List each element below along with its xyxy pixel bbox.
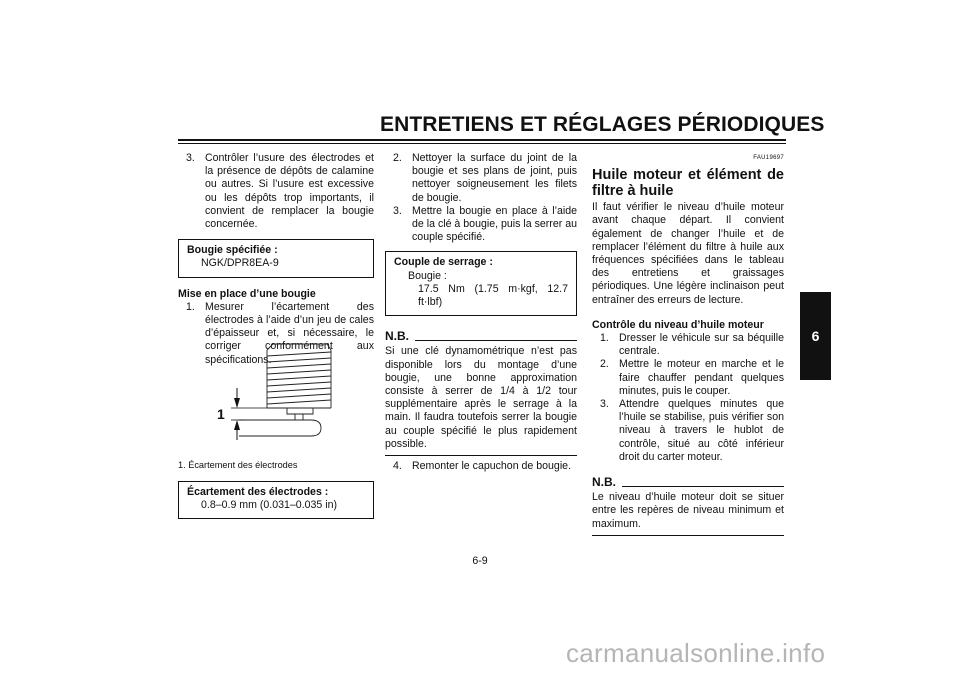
item-number: 3. [186,152,195,164]
spec-box-value: NGK/DPR8EA-9 [201,257,279,270]
spec-box-subtitle: Bougie : [408,269,447,282]
spec-box-torque [385,251,577,316]
spark-plug-figure [205,336,355,446]
spec-box-title: Écartement des électrodes : [187,486,329,498]
spec-box-title: Bougie spécifiée : [187,244,278,257]
watermark: carmanualsonline.info [566,638,826,668]
intro-paragraph: Il faut vérifier le niveau d’huile moteur avant chaque départ. Il convient également de changer l’huile et de remplacer l’élément du filtre à huile aux fréquences spécifiées dans le tableau des entretiens et graissages périodiques. Une légère inclinaison peut entraîner des erreurs de lecture. [592,201,784,306]
item-text: Contrôler l’usure des électrodes et la présence de dépôts de calamine ou autres. Si l’usure est excessive ou les dépôts trop importants, il convient de remplacer la bougie concernée. [205,152,374,231]
item-text: Attendre quelques minutes que l’huile se stabilise, puis vérifier son niveau à travers le hublot de contrôle, situé au côté inférieur droit du carter moteur. [619,398,784,463]
list-item [592,398,784,464]
item-number: 1. [186,300,195,313]
note-label: N.B. [385,329,409,344]
spec-box-electrode-gap [178,481,374,519]
subsection-heading: Contrôle du niveau d’huile moteur [592,318,764,331]
note-rule [622,486,784,487]
chapter-tab: 6 [800,292,831,380]
note-rule [415,340,577,341]
item-number: 3. [600,398,609,411]
list-item [385,460,577,473]
note-header [385,330,577,343]
note-end-rule [592,535,784,536]
column-1 [178,152,374,367]
list-item [385,205,577,245]
item-number: 3. [393,204,402,217]
note-label: N.B. [592,475,616,490]
column-3 [592,152,784,536]
item-text: Mettre le moteur en marche et le faire chauffer pendant quelques minutes, puis le couper. [619,358,784,397]
section-heading: Mise en place d’une bougie [178,287,316,300]
spec-box-value: 0.8–0.9 mm (0.031–0.035 in) [201,499,338,512]
item-number: 1. [600,332,609,345]
figure-callout: 1 [217,406,225,422]
item-number: 2. [393,152,402,164]
reference-code: FAU19697 [753,155,784,161]
item-text: Mettre la bougie en place à l’aide de la clé à bougie, puis la serrer au couple spécifié. [412,204,577,244]
page-title: ENTRETIENS ET RÉGLAGES PÉRIODIQUES [380,113,825,136]
spec-box-title: Couple de serrage : [394,256,493,269]
list-item [385,152,577,205]
item-text: Dresser le véhicule sur sa béquille centrale. [619,332,784,358]
list-item [592,332,784,358]
header-rule-bottom [178,143,786,144]
header-rule-top [178,139,786,141]
spec-box-spark-plug [178,239,374,277]
item-number: 4. [393,460,402,473]
section-heading: Huile moteur et élément de filtre à huile [592,167,784,200]
item-number: 2. [600,358,609,371]
item-text: Mesurer l’écartement des électrodes à l’aide d’un jeu de cales d’épaisseur et, si nécessaire, le corriger conformément aux spécifications. [205,300,374,366]
item-text: Remonter le capuchon de bougie. [412,460,572,473]
note-text: Le niveau d’huile moteur doit se situer entre les repères de niveau minimum et maximum. [592,491,784,530]
list-item [592,358,784,398]
note-end-rule [385,455,577,456]
page-number: 6-9 [472,555,488,567]
column-2 [385,152,577,473]
item-text: Nettoyer la surface du joint de la bougie et ses plans de joint, puis nettoyer soigneusement les filets de bougie. [412,152,577,204]
note-header [592,476,784,489]
spec-box-value: 17.5 Nm (1.75 m·kgf, 12.7 ft·lbf) [418,282,568,309]
list-item [178,152,374,231]
note-text: Si une clé dynamométrique n’est pas disponible lors du montage d’une bougie, une bonne approximation consiste à serrer de 1/4 à 1/2 tour supplémentaire après le serrage à la main. Il faudra toutefois serrer la bougie au couple spécifié le plus rapidement possible. [385,345,577,450]
figure-caption: 1. Écartement des électrodes [178,460,298,470]
